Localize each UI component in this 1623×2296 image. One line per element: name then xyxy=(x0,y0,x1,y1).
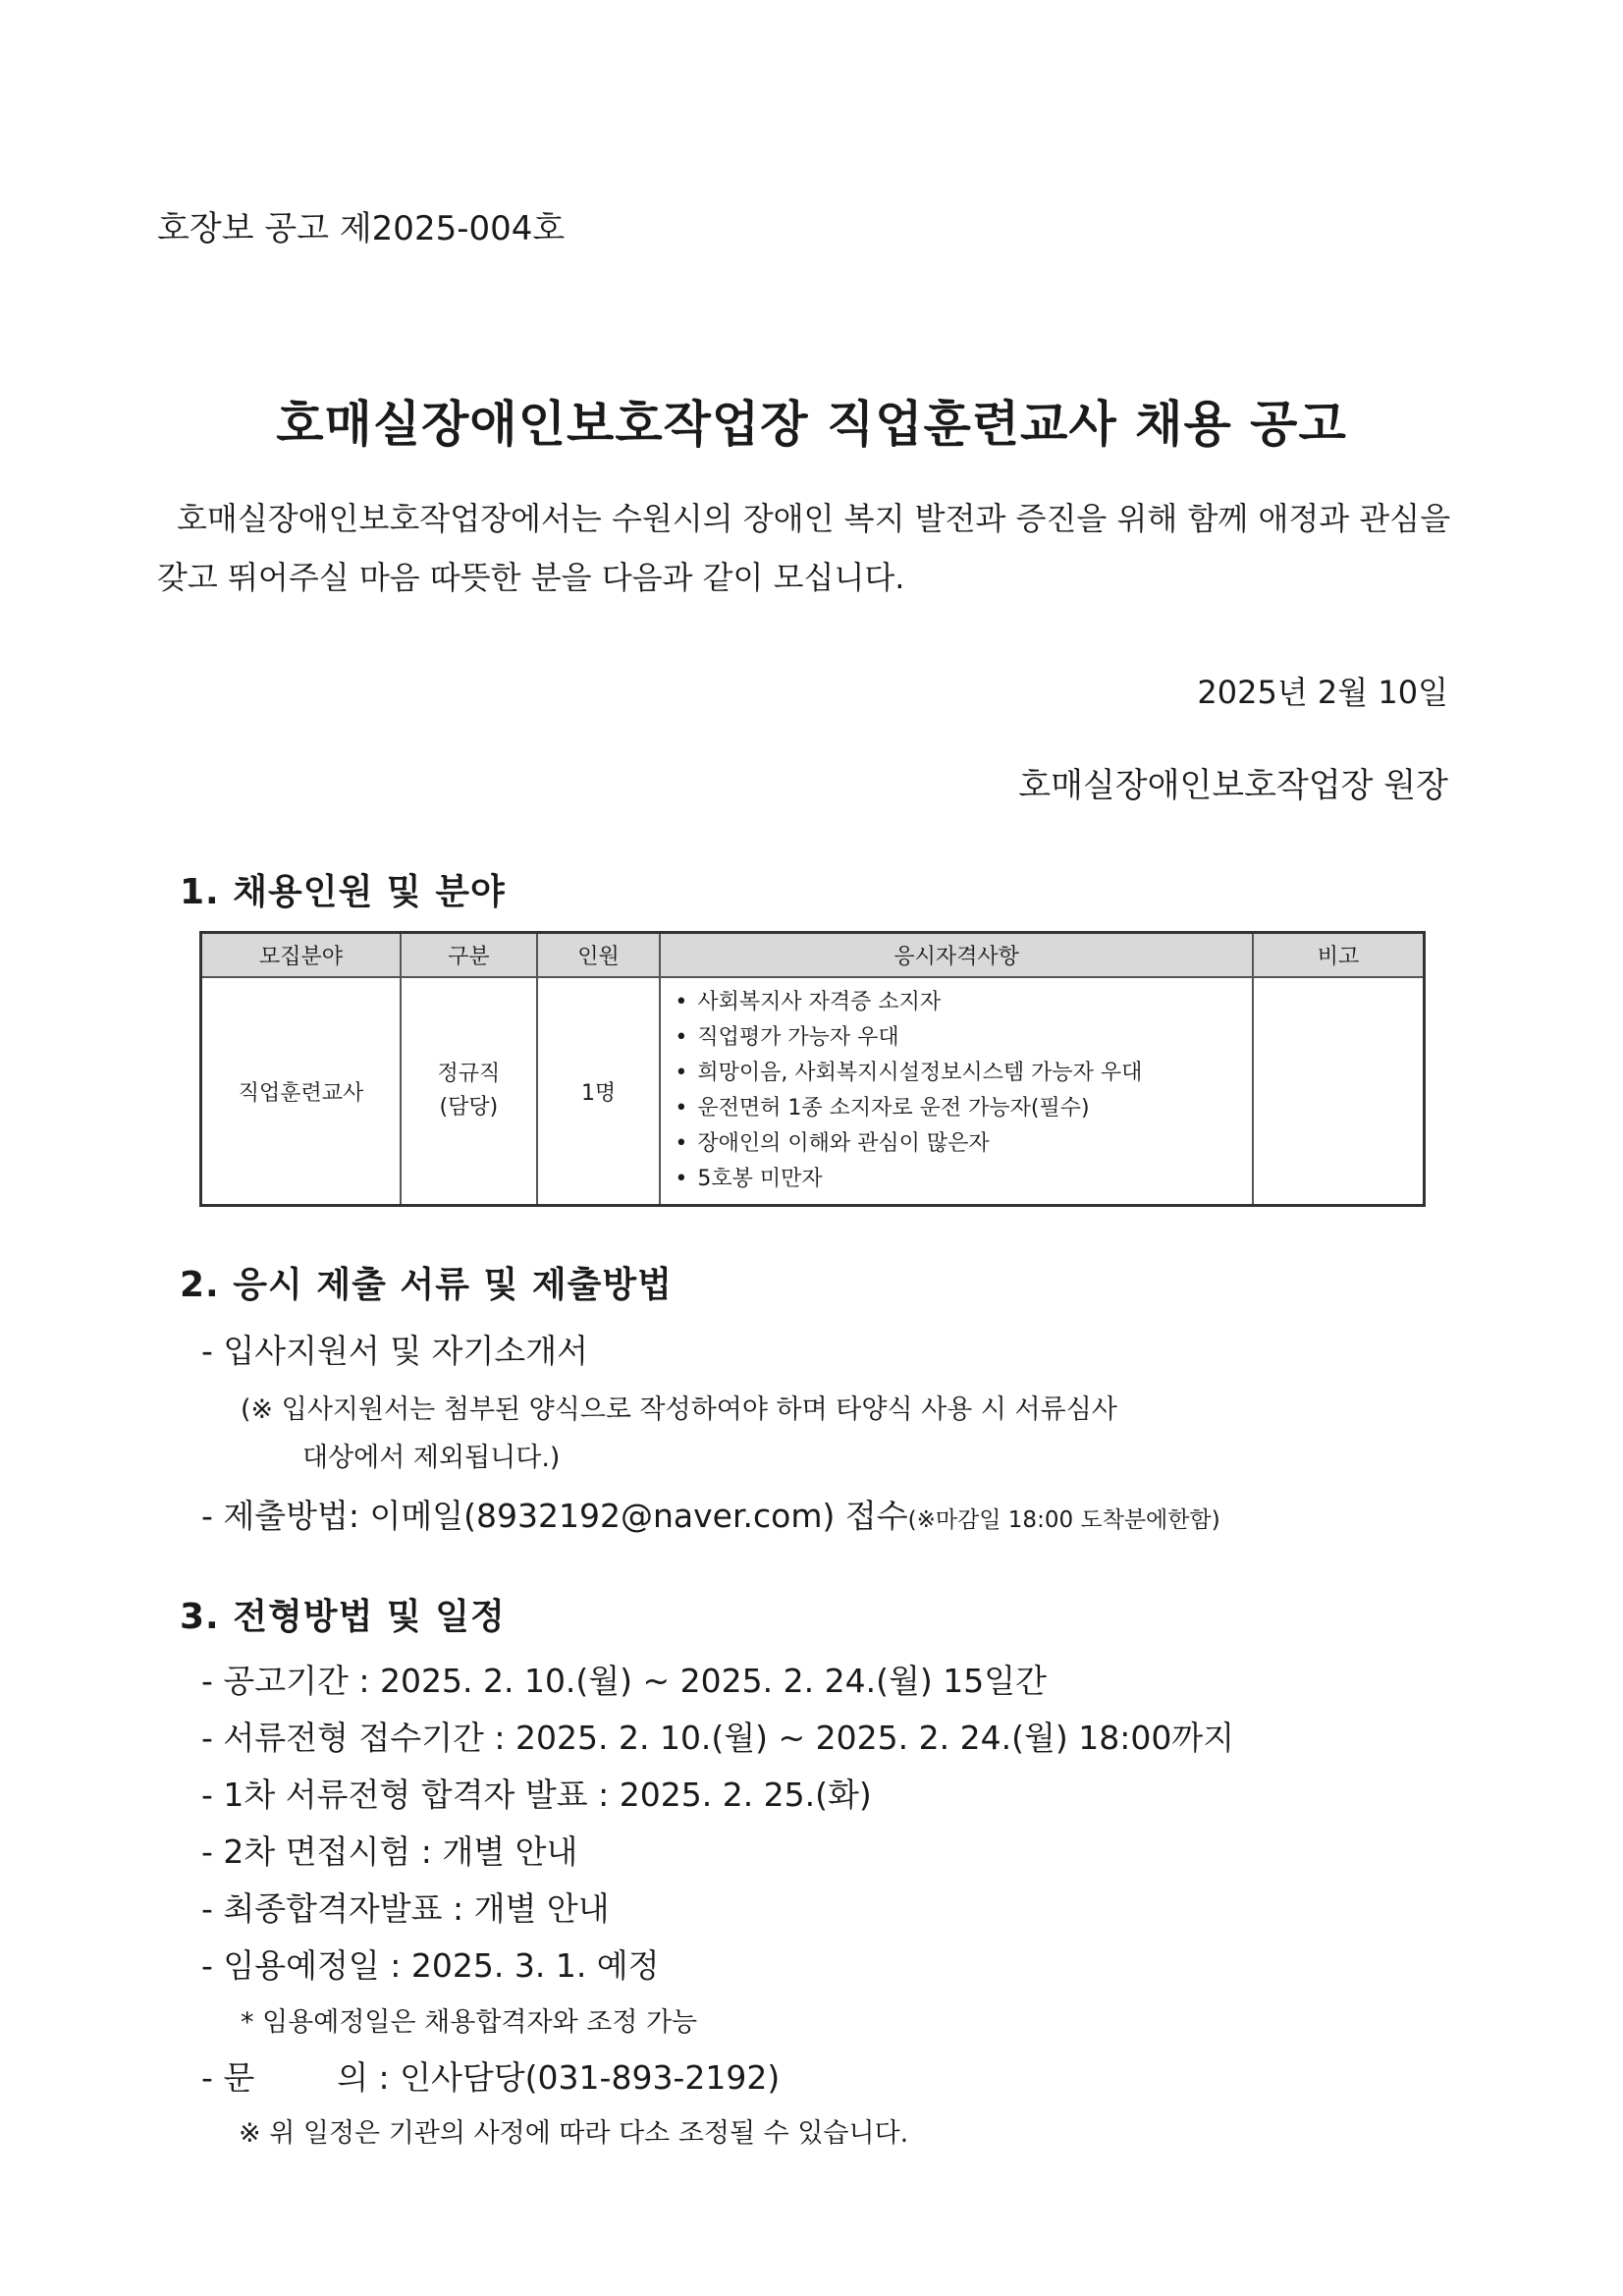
schedule-item: - 2차 면접시험 : 개별 안내 xyxy=(201,1832,578,1871)
appointment-note: * 임용예정일은 채용합격자와 조정 가능 xyxy=(241,2007,698,2038)
list-item: • 사회복지사 자격증 소지자 xyxy=(675,985,1241,1020)
schedule-item: - 임용예정일 : 2025. 3. 1. 예정 xyxy=(201,1946,660,1985)
header-count: 인원 xyxy=(537,933,661,978)
qualification-list xyxy=(675,985,1241,1197)
signer: 호매실장애인보호작업장 원장 xyxy=(1018,766,1448,805)
table-row xyxy=(201,977,1425,1206)
list-item: • 운전면허 1종 소지자로 운전 가능자(필수) xyxy=(675,1091,1241,1126)
cell-count: 1명 xyxy=(537,977,661,1206)
list-item: • 희망이음, 사회복지시설정보시스템 가능자 우대 xyxy=(675,1056,1241,1091)
cell-type-line1: 정규직 xyxy=(437,1062,501,1086)
section1-heading: 1. 채용인원 및 분야 xyxy=(180,872,506,912)
intro-text: 호매실장애인보호작업장에서는 수원시의 장애인 복지 발전과 증진을 위해 함께 애정과 관심을 갖고 뛰어주실 마음 따뜻한 분을 다음과 같이 모십니다. xyxy=(157,500,1451,596)
notice-date: 2025년 2월 10일 xyxy=(1197,674,1448,711)
cell-qualifications xyxy=(660,977,1252,1206)
cell-type-line2: (담당) xyxy=(439,1095,499,1120)
footer-note: ※ 위 일정은 기관의 사정에 따라 다소 조정될 수 있습니다. xyxy=(239,2118,909,2149)
section2-item-submission xyxy=(201,1491,1220,1537)
page-title: 호매실장애인보호작업장 직업훈련교사 채용 공고 xyxy=(276,396,1347,453)
header-type: 구분 xyxy=(401,933,537,978)
submission-deadline-note: (※마감일 18:00 도착분에한함) xyxy=(907,1507,1220,1533)
schedule-item: - 서류전형 접수기간 : 2025. 2. 10.(월) ~ 2025. 2. 24.(월) 18:00까지 xyxy=(201,1719,1235,1757)
header-field: 모집분야 xyxy=(201,933,402,978)
section2-note-line1: (※ 입사지원서는 첨부된 양식으로 작성하여야 하며 타양식 사용 시 서류심사 xyxy=(241,1394,1117,1425)
list-item: • 5호봉 미만자 xyxy=(675,1162,1241,1197)
intro-paragraph xyxy=(157,489,1483,607)
schedule-item: - 1차 서류전형 합격자 발표 : 2025. 2. 25.(화) xyxy=(201,1776,872,1814)
cell-field: 직업훈련교사 xyxy=(201,977,402,1206)
cell-type xyxy=(401,977,537,1206)
header-remarks: 비고 xyxy=(1253,933,1425,978)
section2-note-line2: 대상에서 제외됩니다.) xyxy=(302,1443,561,1473)
notice-number: 호장보 공고 제2025-004호 xyxy=(157,209,566,248)
list-item: • 장애인의 이해와 관심이 많은자 xyxy=(675,1126,1241,1162)
section2-item-documents: - 입사지원서 및 자기소개서 xyxy=(201,1332,589,1370)
header-qualifications: 응시자격사항 xyxy=(660,933,1252,978)
schedule-item: - 공고기간 : 2025. 2. 10.(월) ~ 2025. 2. 24.(월) 15일간 xyxy=(201,1662,1047,1700)
cell-remarks xyxy=(1253,977,1425,1206)
list-item: • 직업평가 가능자 우대 xyxy=(675,1020,1241,1056)
contact-line: - 문 의 : 인사담당(031-893-2192) xyxy=(201,2058,781,2097)
schedule-item: - 최종합격자발표 : 개별 안내 xyxy=(201,1889,610,1928)
recruitment-table xyxy=(199,931,1426,1207)
section3-heading: 3. 전형방법 및 일정 xyxy=(180,1597,506,1637)
section2-heading: 2. 응시 제출 서류 및 제출방법 xyxy=(180,1265,673,1305)
table-header-row xyxy=(201,933,1425,978)
submission-text: - 제출방법: 이메일(8932192@naver.com) 접수 xyxy=(201,1497,908,1535)
